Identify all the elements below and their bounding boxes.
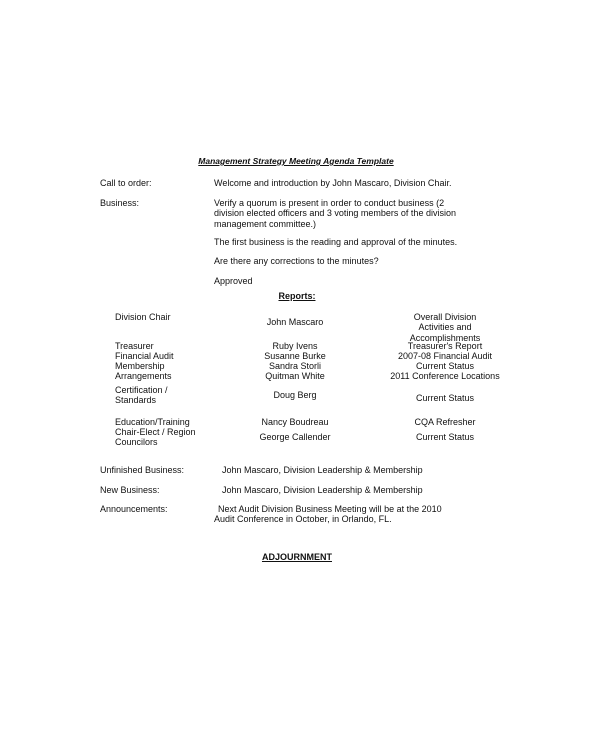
business-minutes-text: The first business is the reading and approval of the minutes. — [214, 237, 458, 247]
report-role: Chair-Elect / Region Councilors — [115, 427, 196, 448]
report-topic: Current Status — [415, 432, 475, 442]
report-name: Sandra Storli — [268, 361, 322, 371]
business-corrections-text: Are there any corrections to the minutes? — [214, 256, 379, 266]
document-title: Management Strategy Meeting Agenda Template — [198, 156, 394, 166]
report-name: George Callender — [259, 432, 331, 442]
report-name: Susanne Burke — [264, 351, 326, 361]
call-to-order-text: Welcome and introduction by John Mascaro, Division Chair. — [214, 178, 452, 188]
report-topic: 2007-08 Financial Audit — [397, 351, 493, 361]
report-name: Quitman White — [265, 371, 325, 381]
announcements-text: Next Audit Division Business Meeting will be at the 2010 Audit Conference in October, in Orlando, FL. — [214, 504, 442, 525]
unfinished-business-text: John Mascaro, Division Leadership & Membership — [222, 465, 423, 475]
report-topic: Current Status — [415, 393, 475, 403]
adjournment-heading: ADJOURNMENT — [261, 552, 332, 562]
business-quorum-text: Verify a quorum is present in order to conduct business (2 division elected officers and 3 voting members of the division management committee.) — [214, 198, 456, 229]
report-topic: Current Status — [415, 361, 475, 371]
report-name: Nancy Boudreau — [261, 417, 329, 427]
report-role: Membership — [115, 361, 165, 371]
business-approved-text: Approved — [214, 276, 253, 286]
reports-heading: Reports: — [278, 291, 316, 301]
new-business-text: John Mascaro, Division Leadership & Membership — [222, 485, 423, 495]
business-label: Business: — [100, 198, 140, 208]
announcements-label: Announcements: — [100, 504, 168, 514]
call-to-order-label: Call to order: — [100, 178, 152, 188]
report-role: Division Chair — [115, 312, 171, 322]
unfinished-business-label: Unfinished Business: — [100, 465, 185, 475]
report-role: Arrangements — [115, 371, 172, 381]
report-role: Treasurer — [115, 341, 154, 351]
report-name: John Mascaro — [266, 317, 324, 327]
report-name: Ruby Ivens — [272, 341, 318, 351]
report-topic: Overall Division Activities and Accomplishments — [409, 312, 481, 343]
report-topic: CQA Refresher — [414, 417, 476, 427]
report-role: Certification / Standards — [115, 385, 168, 406]
report-topic: 2011 Conference Locations — [390, 371, 500, 381]
report-role: Education/Training — [115, 417, 190, 427]
report-role: Financial Audit — [115, 351, 174, 361]
new-business-label: New Business: — [100, 485, 160, 495]
report-name: Doug Berg — [273, 390, 317, 400]
report-topic: Treasurer's Report — [407, 341, 483, 351]
